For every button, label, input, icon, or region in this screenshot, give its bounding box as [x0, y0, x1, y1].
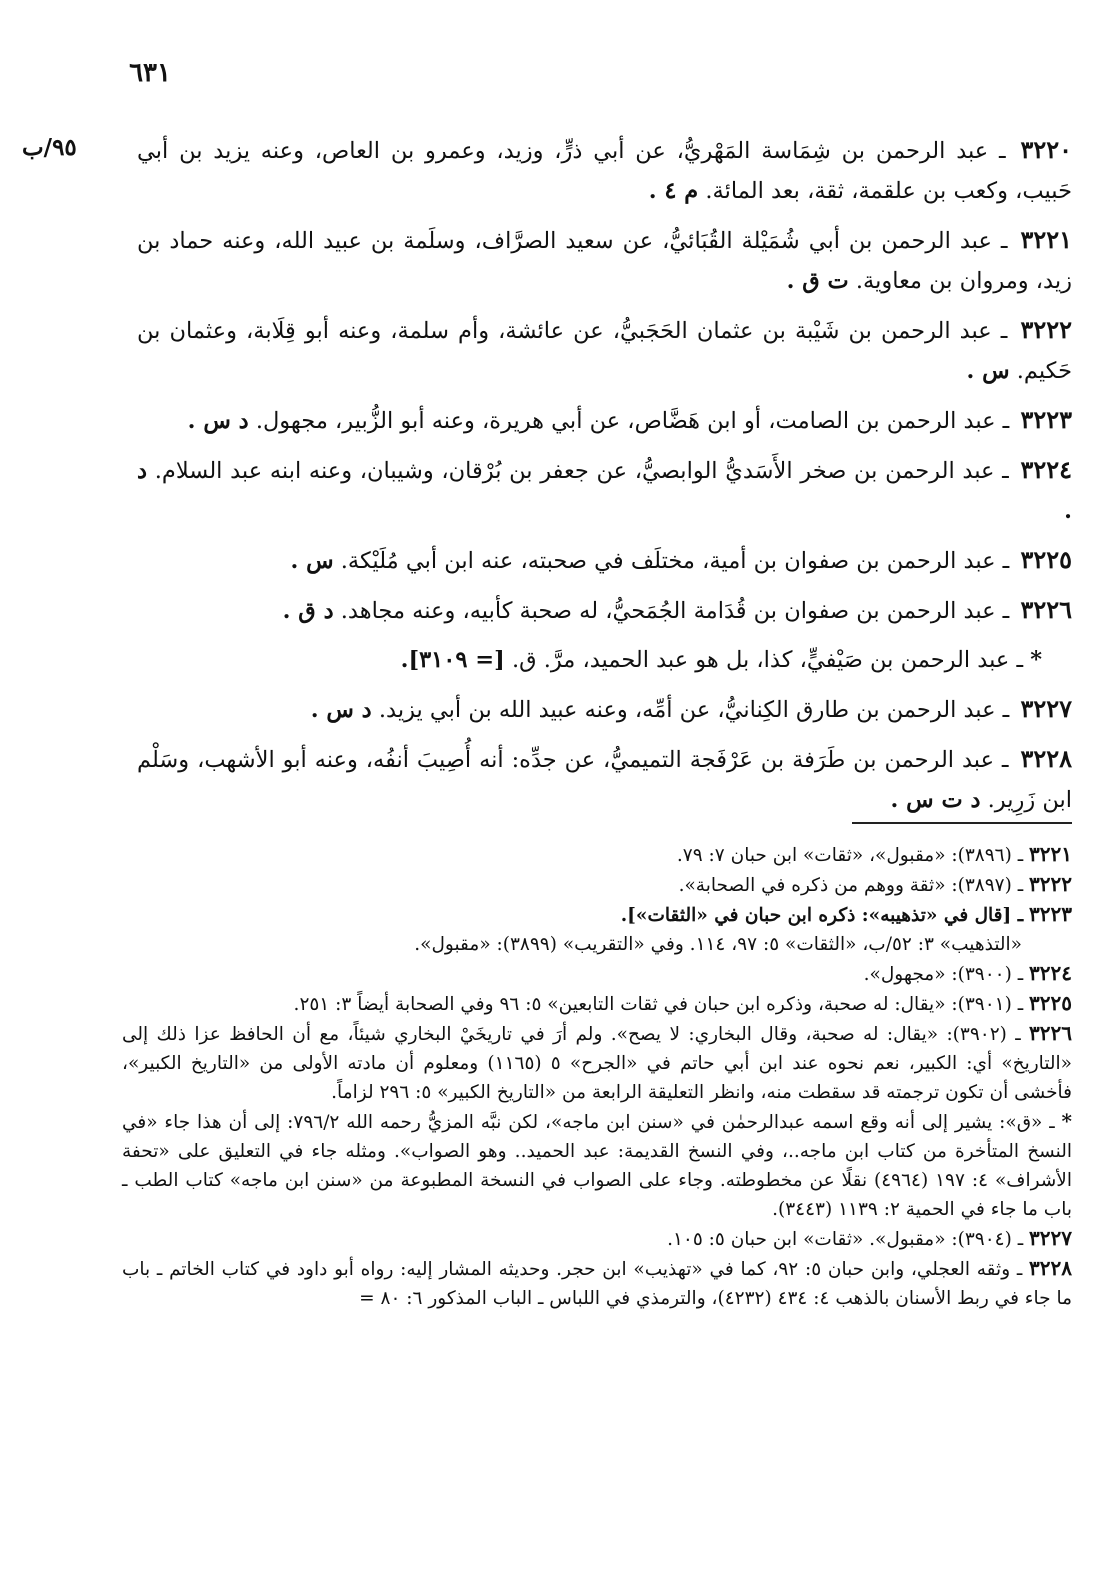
footnote-3221	[122, 840, 1072, 870]
entry-number: ٣٢٢٨	[1020, 744, 1072, 773]
entry-text: ـ عبد الرحمن بن طارق الكِنانيُّ، عن أمِّه، وعنه عبيد الله بن أبي يزيد.	[378, 697, 1010, 723]
entry-text: ـ عبد الرحمن بن صفوان بن قُدَامة الجُمَحيُّ، له صحبة كأبيه، وعنه مجاهد.	[340, 598, 1010, 624]
footnote-text: ـ (٣٨٩٧): «ثقة ووهم من ذكره في الصحابة».	[678, 875, 1024, 896]
entry-3223	[137, 400, 1072, 441]
footnote-text: ـ (٣٩٠٠): «مجهول».	[863, 964, 1024, 985]
entry-3225	[137, 540, 1072, 581]
footnote-star	[122, 1107, 1072, 1224]
entry-number: ٣٢٢٦	[1020, 595, 1072, 624]
margin-folio-note: ٩٥/ب	[22, 134, 77, 161]
asterisk-mark: *	[1030, 647, 1042, 673]
footnote-number: ٣٢٢٦	[1029, 1021, 1072, 1045]
entry-symbols: م ٤ .	[648, 178, 699, 204]
footnotes	[122, 840, 1072, 1313]
entry-text: ـ عبد الرحمن بن صَيْفيٍّ، كذا، بل هو عبد الحميد، مرَّ. ق.	[511, 647, 1024, 673]
footnote-3222	[122, 870, 1072, 900]
footnote-number: ٣٢٢٥	[1029, 991, 1072, 1015]
entry-symbols: ت ق .	[786, 268, 849, 294]
footnote-text: ـ (٣٩٠١): «يقال: له صحبة، وذكره ابن حبان في ثقات التابعين» ٥: ٩٦ وفي الصحابة أيضاً ٣: ٢٥١.	[293, 994, 1024, 1015]
entry-cross-reference	[137, 640, 1072, 680]
footnote-3228	[122, 1254, 1072, 1313]
footnote-3224	[122, 959, 1072, 989]
entry-3222	[137, 310, 1072, 391]
entry-3227	[137, 689, 1072, 730]
entry-text: ـ عبد الرحمن بن طَرَفة بن عَرْفَجة التميميُّ، عن جدِّه: أنه أُصِيبَ أنفُه، وعنه أبو الأشهب، وسَلْم ابن زَرِير.	[137, 747, 1072, 813]
entry-text: ـ عبد الرحمن بن شِمَاسة المَهْريُّ، عن أبي ذرٍّ، وزيد، وعمرو بن العاص، وعنه يزيد بن أبي حَبيب، وكعب بن علقمة، ثقة، بعد المائة.	[137, 138, 1072, 204]
footnote-number: ٣٢٢٣	[1029, 902, 1072, 926]
footnote-number: ٣٢٢٤	[1029, 961, 1072, 985]
entry-number: ٣٢٢١	[1020, 225, 1072, 254]
entry-symbols: د ت س .	[890, 787, 981, 813]
footnote-3223	[122, 900, 1072, 930]
entry-number: ٣٢٢٤	[1020, 455, 1072, 484]
footnote-text: ـ (٣٨٩٦): «مقبول»، «ثقات» ابن حبان ٧: ٧٩.	[676, 845, 1024, 866]
entry-symbols: د ق .	[282, 598, 334, 624]
cross-reference: [= ٣١٠٩].	[400, 647, 505, 673]
entry-text: ـ عبد الرحمن بن صفوان بن أمية، مختلَف في صحبته، عنه ابن أبي مُلَيْكة.	[340, 548, 1010, 574]
entry-symbols: س .	[966, 358, 1010, 384]
entry-3228	[137, 739, 1072, 820]
footnote-number: ٣٢٢٨	[1029, 1256, 1073, 1280]
entry-number: ٣٢٢٠	[1020, 135, 1072, 164]
footnote-3227	[122, 1224, 1072, 1254]
entry-text: ـ عبد الرحمن بن أبي شُمَيْلة القُبَائيُّ، عن سعيد الصرَّاف، وسلَمة بن عبيد الله، وعنه حماد بن زيد، ومروان بن معاوية.	[137, 228, 1072, 294]
entry-text: ـ عبد الرحمن بن الصامت، أو ابن هَضَّاص، عن أبي هريرة، وعنه أبو الزُّبير، مجهول.	[255, 408, 1010, 434]
entry-3224	[137, 450, 1072, 531]
entry-3220	[137, 130, 1072, 211]
footnote-text: ـ (٣٩٠٤): «مقبول». «ثقات» ابن حبان ٥: ١٠٥.	[667, 1229, 1024, 1250]
footnote-divider	[852, 822, 1072, 824]
footnote-text: ـ (٣٩٠٢): «يقال: له صحبة، وقال البخاري: لا يصح». ولم أرَ في تاريخَيْ البخاري شيئاً، مع أن الحافظ عزا ذلك إلى «التاريخ» أي: الكبير، نعم نحوه عند ابن أبي حاتم في «الجرح» ٥ (١١٦٥) ومعلوم أن مادته الأولى من «التاريخ الكبير»، فأخشى أن تكون ترجمته قد سقطت منه، وانظر التعليقة الرابعة من «التاريخ الكبير» ٥: ٢٩٦ لزاماً.	[122, 1024, 1073, 1103]
asterisk-mark: *	[1061, 1109, 1072, 1133]
footnote-text: ـ «ق»: يشير إلى أنه وقع اسمه عبدالرحمٰن في «سنن ابن ماجه»، لكن نبَّه المزيُّ رحمه الله ٧٩٦/٢: إلى أن هذا جاء «في النسخ المتأخرة من كتاب ابن ماجه..، وفي النسخ القديمة: عبد الحميد.. وهو الصواب». ومثله جاء في التعليق على «تحفة الأشراف» ٤: ١٩٧ (٤٩٦٤) نقلًا عن مخطوطته. وجاء على الصواب في النسخة المطبوعة من «سنن ابن ماجه» كتاب الطب ـ باب ما جاء في الحمية ٢: ١١٣٩ (٣٤٤٣).	[122, 1112, 1072, 1220]
entry-number: ٣٢٢٢	[1020, 315, 1073, 344]
footnote-3226	[122, 1019, 1072, 1107]
entry-symbols: د .	[137, 458, 1072, 524]
entry-3226	[137, 590, 1072, 631]
entry-symbols: س .	[290, 548, 334, 574]
entry-number: ٣٢٢٧	[1020, 694, 1072, 723]
entry-number: ٣٢٢٥	[1020, 545, 1072, 574]
entry-symbols: د س .	[310, 697, 372, 723]
entry-text: ـ عبد الرحمن بن شَيْبة بن عثمان الحَجَبيُّ، عن عائشة، وأم سلمة، وعنه أبو قِلَابة، وعثمان بن حَكيم.	[137, 318, 1072, 384]
footnote-text: ـ وثقه العجلي، وابن حبان ٥: ٩٢، كما في «تهذيب» ابن حجر. وحديثه المشار إليه: رواه أبو داود في كتاب الخاتم ـ باب ما جاء في ربط الأسنان بالذهب ٤: ٤٣٤ (٤٢٣٢)، والترمذي في اللباس ـ الباب المذكور ٦: ٨٠ =	[122, 1259, 1072, 1309]
footnote-number: ٣٢٢٢	[1029, 872, 1072, 896]
page-number: ٦٣١	[129, 58, 171, 88]
footnote-number: ٣٢٢١	[1029, 842, 1072, 866]
entry-text: ـ عبد الرحمن بن صخر الأَسَديُّ الوابصيُّ، عن جعفر بن بُرْقان، وشيبان، وعنه ابنه عبد السلام.	[154, 458, 1009, 484]
entry-symbols: د س .	[187, 408, 249, 434]
footnote-3223-continuation: «التذهيب» ٣: ٥٢/ب، «الثقات» ٥: ٩٧، ١١٤. وفي «التقريب» (٣٨٩٩): «مقبول».	[414, 934, 1022, 955]
footnote-3225	[122, 989, 1072, 1019]
main-entries	[137, 130, 1072, 829]
entry-3221	[137, 220, 1072, 301]
footnote-number: ٣٢٢٧	[1029, 1226, 1072, 1250]
footnote-bold-text: ـ [قال في «تذهيبه»: ذكره ابن حبان في «الثقات»].	[620, 905, 1024, 926]
entry-number: ٣٢٢٣	[1020, 405, 1072, 434]
